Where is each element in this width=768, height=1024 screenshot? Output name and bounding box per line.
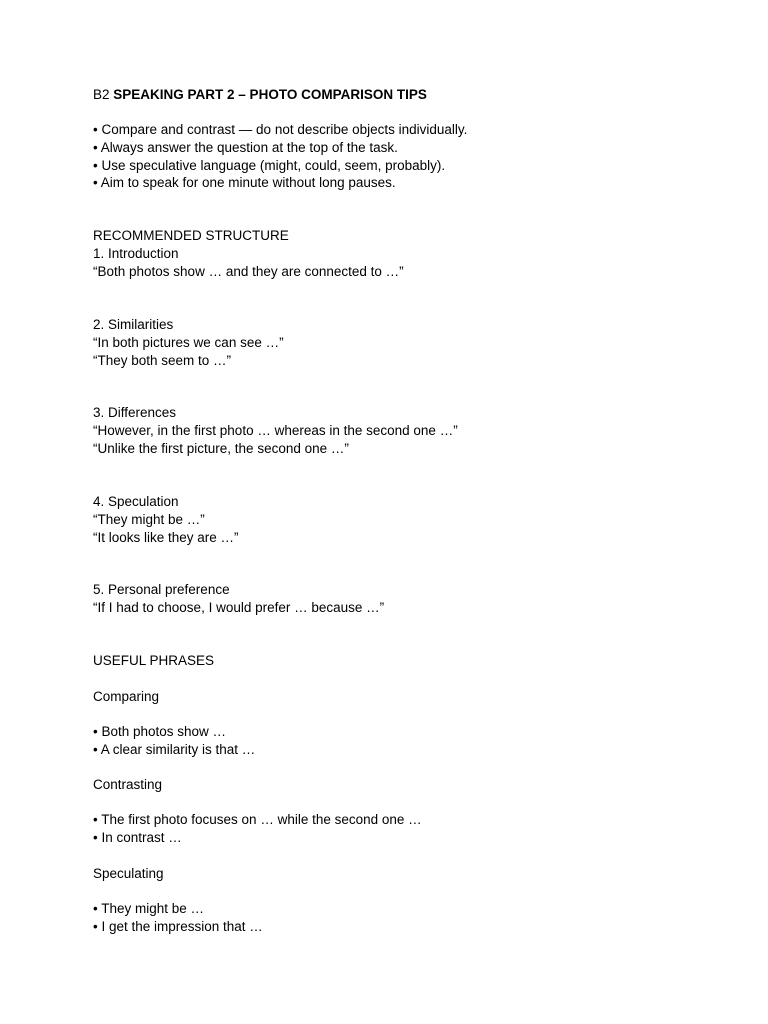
title-prefix: B2 [93, 87, 110, 102]
step-example: “If I had to choose, I would prefer … because …” [93, 599, 385, 615]
phrase-item: • They might be … [93, 901, 205, 916]
title-main: SPEAKING PART 2 – PHOTO COMPARISON TIPS [113, 87, 427, 102]
step-heading: 2. Similarities [93, 317, 174, 332]
structure-step-3 [93, 404, 458, 457]
step-example: “It looks like they are …” [93, 529, 239, 545]
phrase-item: • The first photo focuses on … while the second one … [93, 812, 422, 827]
phrase-group-contrasting [93, 811, 422, 847]
phrase-item: • A clear similarity is that … [93, 741, 256, 757]
tips-list [93, 121, 467, 192]
tip-item: • Use speculative language (might, could, seem, probably). [93, 157, 446, 173]
phrase-item: • I get the impression that … [93, 918, 263, 934]
phrases-heading: USEFUL PHRASES [93, 653, 215, 668]
phrase-group-comparing [93, 723, 255, 759]
step-heading: 5. Personal preference [93, 582, 230, 597]
step-example: “They both seem to …” [93, 352, 232, 368]
phrase-group-heading: Contrasting [93, 777, 163, 792]
step-example: “In both pictures we can see …” [93, 334, 284, 350]
structure-step-5 [93, 581, 384, 617]
step-example: “They might be …” [93, 511, 205, 527]
structure-heading: RECOMMENDED STRUCTURE [93, 228, 289, 243]
phrase-group-heading: Comparing [93, 689, 160, 704]
tip-item: • Compare and contrast — do not describe objects individually. [93, 122, 468, 137]
step-heading: 1. Introduction [93, 245, 179, 261]
step-example: “Unlike the first picture, the second one …” [93, 440, 349, 456]
phrase-group-speculating [93, 900, 263, 936]
phrase-group-heading: Speculating [93, 866, 164, 881]
structure-section [93, 227, 404, 280]
phrase-item: • Both photos show … [93, 724, 227, 739]
document-title [93, 86, 427, 104]
step-heading: 3. Differences [93, 405, 177, 420]
tip-item: • Aim to speak for one minute without long pauses. [93, 175, 396, 191]
document-page [93, 0, 748, 1024]
step-heading: 4. Speculation [93, 494, 179, 509]
step-example: “Both photos show … and they are connected to …” [93, 263, 404, 279]
step-example: “However, in the first photo … whereas in the second one …” [93, 422, 458, 438]
structure-step-2 [93, 316, 284, 369]
phrase-item: • In contrast … [93, 829, 182, 845]
tip-item: • Always answer the question at the top of the task. [93, 139, 398, 155]
structure-step-4 [93, 493, 239, 546]
